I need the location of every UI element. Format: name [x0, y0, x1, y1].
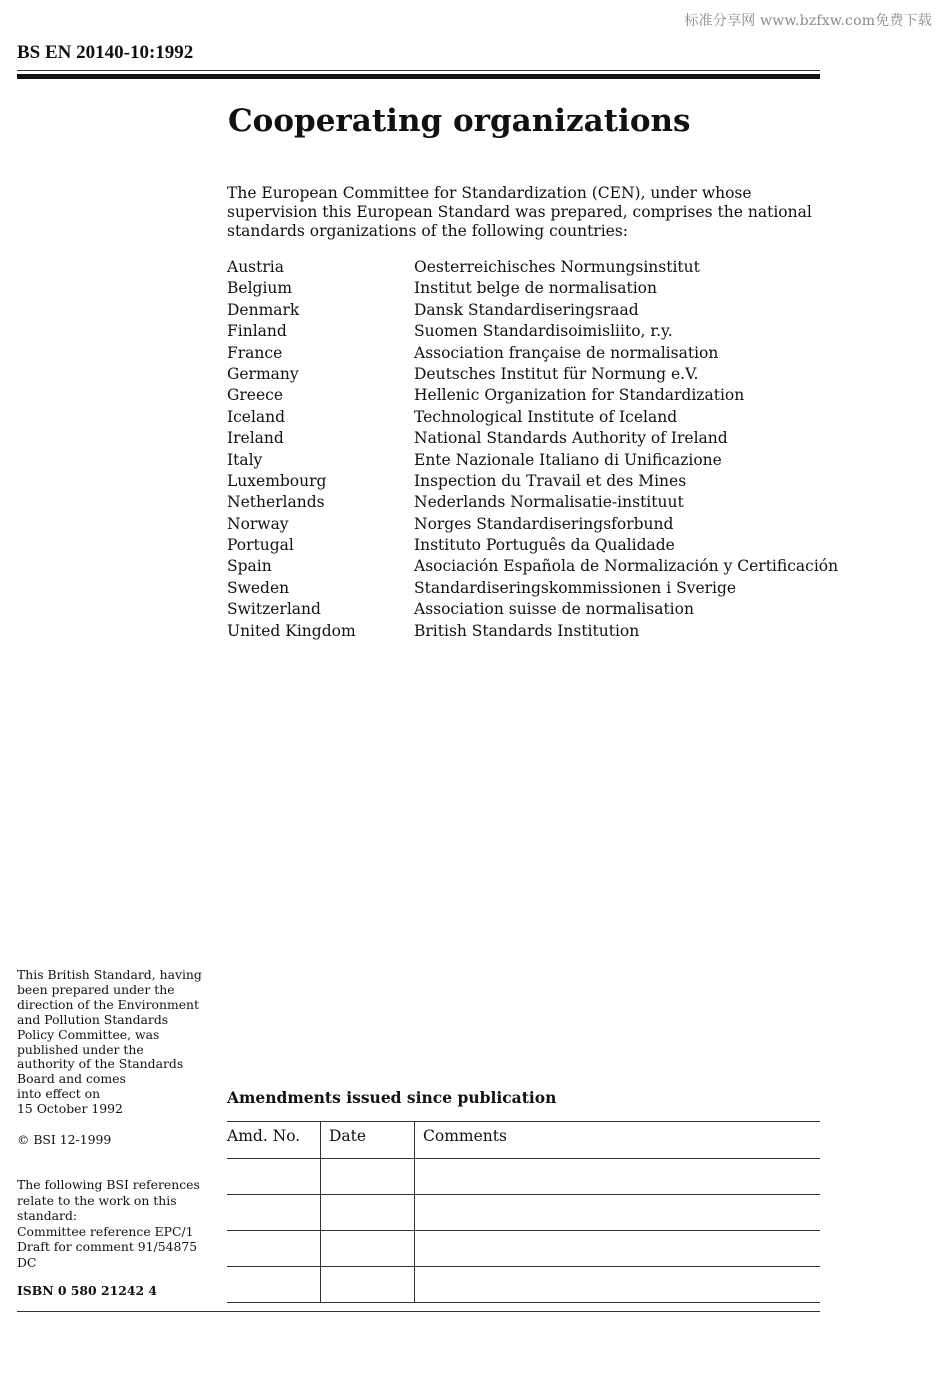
table-cell	[321, 1159, 415, 1195]
organization-name: Dansk Standardiseringsraad	[414, 300, 639, 319]
country-name: Portugal	[227, 536, 294, 555]
bsi-references	[17, 1177, 217, 1270]
country-name: Belgium	[227, 279, 293, 298]
publication-note-line: been prepared under the	[17, 981, 175, 997]
publication-note-line: Policy Committee, was	[17, 1026, 160, 1042]
reference-line: The following BSI references	[17, 1177, 200, 1192]
organization-name: Ente Nazionale Italiano di Unificazione	[414, 450, 722, 469]
organization-name: Inspection du Travail et des Mines	[414, 471, 687, 490]
amendments-header-row	[227, 1122, 820, 1159]
organization-row	[227, 492, 827, 513]
publication-note-line: into effect on	[17, 1086, 101, 1102]
reference-line: Draft for comment 91/54875 DC	[17, 1239, 198, 1270]
header-comments: Comments	[415, 1122, 821, 1159]
publication-note-line: This British Standard, having	[17, 967, 202, 982]
copyright-notice: © BSI 12-1999	[17, 1132, 112, 1147]
table-row	[227, 1159, 820, 1195]
country-name: Switzerland	[227, 600, 321, 619]
organization-name: Association française de normalisation	[414, 343, 719, 362]
organization-name: Standardiseringskommissionen i Sverige	[414, 578, 737, 597]
country-name: Ireland	[227, 429, 284, 448]
organization-row	[227, 556, 839, 577]
table-cell	[415, 1159, 821, 1195]
country-name: Greece	[227, 386, 283, 405]
document-id: BS EN 20140-10:1992	[17, 42, 194, 63]
table-row	[227, 1231, 820, 1267]
organization-row	[227, 514, 827, 535]
organization-name: Hellenic Organization for Standardization	[414, 386, 745, 405]
organization-list	[227, 257, 839, 642]
publication-note-line: published under the	[17, 1041, 144, 1057]
country-name: Germany	[227, 364, 299, 383]
organization-name: Asociación Española de Normalización y Certificación	[414, 557, 839, 576]
organization-name: Norges Standardiseringsforbund	[414, 514, 674, 533]
publication-note-line: and Pollution Standards	[17, 1011, 169, 1027]
publication-note-line: 15 October 1992	[17, 1101, 123, 1117]
header-date: Date	[321, 1122, 415, 1159]
organization-row	[227, 364, 827, 385]
publication-note-line: authority of the Standards	[17, 1056, 184, 1072]
organization-row	[227, 300, 827, 321]
organization-name: Oesterreichisches Normungsinstitut	[414, 258, 700, 276]
country-name: Iceland	[227, 407, 286, 426]
country-name: Austria	[227, 258, 284, 276]
isbn: ISBN 0 580 21242 4	[17, 1283, 158, 1298]
organization-row	[227, 407, 827, 428]
table-cell	[227, 1267, 321, 1303]
header-rule-thick	[17, 74, 820, 79]
page-title: Cooperating organizations	[228, 103, 691, 139]
table-cell	[321, 1195, 415, 1231]
organization-row	[227, 535, 827, 556]
reference-line: standard:	[17, 1208, 78, 1223]
publication-note	[17, 968, 217, 1117]
organization-row	[227, 385, 827, 406]
organization-name: British Standards Institution	[414, 621, 640, 640]
country-name: France	[227, 343, 283, 362]
organization-row	[227, 278, 827, 299]
reference-line: relate to the work on this	[17, 1192, 177, 1208]
organization-row	[227, 621, 827, 642]
organization-row	[227, 321, 827, 342]
publication-note-line: direction of the Environment	[17, 996, 200, 1012]
organization-name: National Standards Authority of Ireland	[414, 429, 728, 448]
amendments-table	[227, 1121, 820, 1303]
header-rule-thin	[17, 70, 820, 71]
organization-name: Institut belge de normalisation	[414, 279, 657, 298]
organization-row	[227, 471, 827, 492]
organization-row	[227, 257, 827, 278]
header-amd-no: Amd. No.	[227, 1122, 321, 1159]
organization-name: Technological Institute of Iceland	[414, 407, 678, 426]
organization-row	[227, 599, 827, 620]
country-name: United Kingdom	[227, 621, 356, 640]
country-name: Sweden	[227, 578, 290, 597]
table-cell	[321, 1267, 415, 1303]
table-cell	[415, 1267, 821, 1303]
country-name: Luxembourg	[227, 471, 327, 490]
organization-name: Association suisse de normalisation	[414, 600, 694, 619]
table-row	[227, 1195, 820, 1231]
table-cell	[227, 1195, 321, 1231]
table-cell	[415, 1195, 821, 1231]
country-name: Netherlands	[227, 493, 325, 512]
organization-name: Instituto Português da Qualidade	[414, 536, 675, 555]
amendments-title: Amendments issued since publication	[227, 1088, 557, 1107]
organization-row	[227, 343, 827, 364]
organization-name: Suomen Standardisoimisliito, r.y.	[414, 322, 673, 341]
publication-note-line: Board and comes	[17, 1071, 126, 1087]
country-name: Denmark	[227, 300, 300, 319]
country-name: Italy	[227, 450, 263, 469]
table-cell	[227, 1231, 321, 1267]
organization-row	[227, 428, 827, 449]
country-name: Spain	[227, 557, 272, 576]
footer-rule	[17, 1311, 820, 1312]
organization-name: Nederlands Normalisatie-instituut	[414, 493, 684, 512]
organization-name: Deutsches Institut für Normung e.V.	[414, 364, 699, 383]
reference-line: Committee reference EPC/1	[17, 1223, 194, 1239]
watermark-text: 标准分享网 www.bzfxw.com免费下载	[684, 13, 932, 29]
organization-row	[227, 450, 827, 471]
table-cell	[227, 1159, 321, 1195]
organization-row	[227, 578, 827, 599]
country-name: Finland	[227, 322, 287, 341]
table-cell	[415, 1231, 821, 1267]
country-name: Norway	[227, 514, 289, 533]
table-cell	[321, 1231, 415, 1267]
intro-paragraph: The European Committee for Standardization (CEN), under whose supervision this European Standard was prepared, comprises the national standards organizations of the following countries:	[227, 184, 812, 240]
table-row	[227, 1267, 820, 1303]
